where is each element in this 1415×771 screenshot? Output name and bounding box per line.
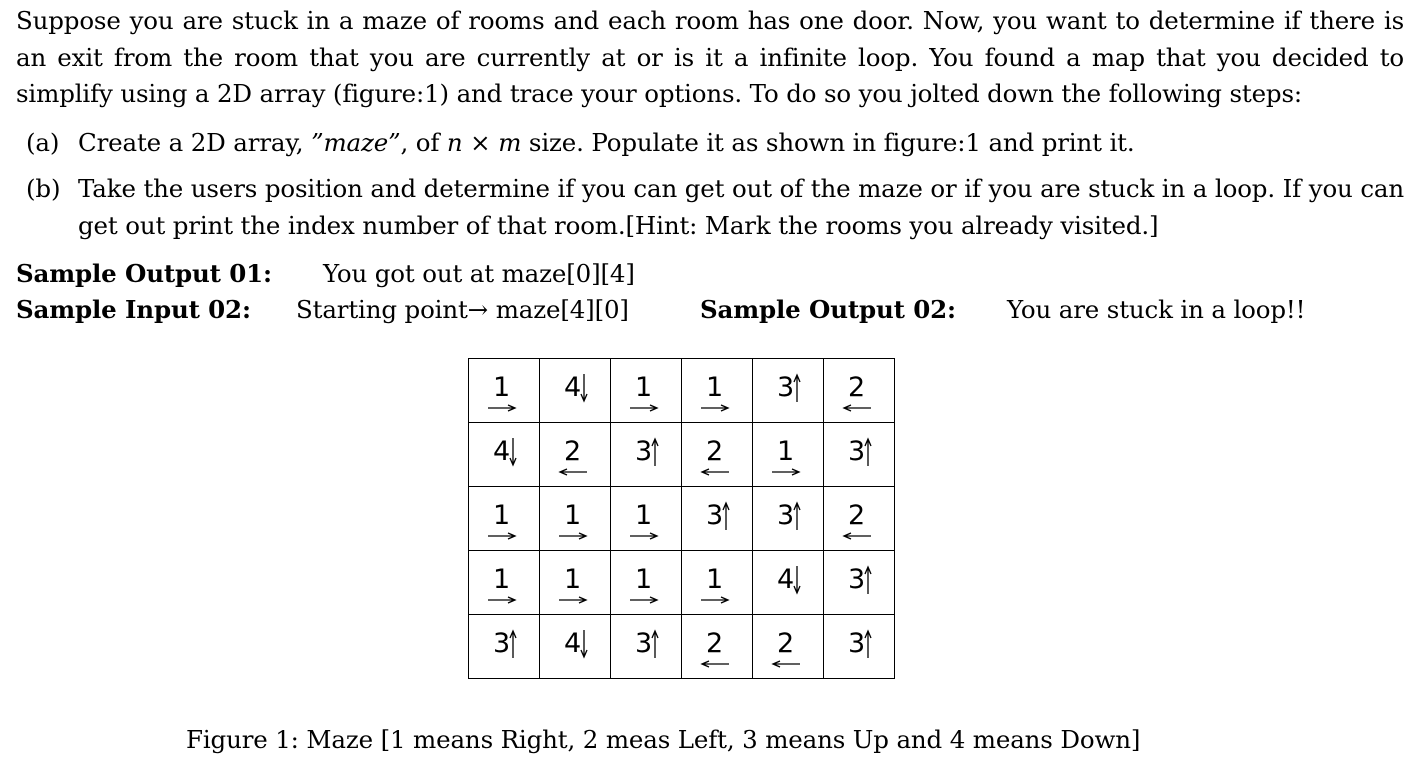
arrow-down-icon [509,437,517,467]
maze-cell [540,423,611,487]
maze-cell-value: 2 [848,372,866,403]
arrow-down-icon [580,373,588,403]
maze-cell [540,551,611,615]
maze-cell-content [682,615,752,678]
maze-cell-content [540,487,610,550]
maze-cell-content [682,423,752,486]
maze-cell-value: 4 [777,564,795,595]
maze-cell [611,615,682,679]
arrow-right-icon [487,532,517,540]
step-a-text-1: Create a 2D array, [78,128,312,157]
maze-row [469,551,895,615]
maze-cell-content [753,615,823,678]
arrow-up-icon [793,501,801,531]
maze-cell-value: 2 [848,500,866,531]
arrow-left-icon [842,404,872,412]
maze-cell [469,423,540,487]
maze-cell-value: 2 [706,436,724,467]
maze-cell [611,423,682,487]
maze-cell-value: 3 [635,628,653,659]
arrow-right-icon [771,468,801,476]
maze-cell-content [753,487,823,550]
maze-cell-content [611,487,681,550]
maze-cell-content [824,615,894,678]
maze-cell-content [824,551,894,614]
maze-cell-content [469,551,539,614]
arrow-up-icon [864,565,872,595]
maze-cell [753,423,824,487]
m-symbol: m [498,128,522,157]
maze-cell-value: 1 [493,500,511,531]
step-b [26,171,1404,244]
arrow-right-icon [700,596,730,604]
maze-cell-value: 3 [848,628,866,659]
maze-cell [611,487,682,551]
arrow-up-icon [651,629,659,659]
maze-cell-value: 3 [848,436,866,467]
arrow-right-icon [629,532,659,540]
times-symbol: × [462,128,499,157]
maze-cell-content [469,615,539,678]
sample-input-02-label: Sample Input 02: [16,295,251,324]
maze-cell-content [469,423,539,486]
arrow-up-icon [509,629,517,659]
maze-cell [469,615,540,679]
arrow-left-icon [771,660,801,668]
sample-input-02-value: Starting point→ maze[4][0] [296,295,629,324]
sample-output-01-label: Sample Output 01: [16,259,272,288]
maze-cell [540,359,611,423]
maze-cell [469,359,540,423]
sample-output-02-label: Sample Output 02: [700,295,956,324]
arrow-right-icon [558,596,588,604]
maze-cell-value: 3 [777,372,795,403]
maze-cell [611,551,682,615]
maze-cell-value: 3 [777,500,795,531]
maze-cell-value: 3 [493,628,511,659]
arrow-up-icon [793,373,801,403]
maze-cell-value: 4 [493,436,511,467]
arrow-left-icon [700,468,730,476]
maze-row [469,615,895,679]
step-a-label: (a) [26,128,60,157]
arrow-right-icon [700,404,730,412]
arrow-up-icon [864,629,872,659]
maze-cell-content [540,359,610,422]
arrow-right-icon [487,596,517,604]
maze-cell-value: 1 [493,372,511,403]
maze-cell [682,551,753,615]
arrow-left-icon [700,660,730,668]
maze-cell-value: 2 [777,628,795,659]
arrow-up-icon [864,437,872,467]
sample-02 [16,292,1306,328]
maze-cell-content [682,359,752,422]
maze-cell-value: 1 [564,564,582,595]
maze-cell-value: 1 [635,564,653,595]
maze-cell [824,551,895,615]
sample-output-02-value: You are stuck in a loop!! [1007,295,1306,324]
arrow-down-icon [793,565,801,595]
maze-cell-content [753,359,823,422]
maze-cell [682,615,753,679]
maze-cell [540,615,611,679]
arrow-right-icon [558,532,588,540]
sample-output-01 [16,256,635,292]
maze-cell-value: 2 [564,436,582,467]
step-b-text: Take the users position and determine if you can get out of the maze or if you are stuck in a loop. If you can get out print the index number of that room.[Hint: Mark the rooms you already visited.] [78,174,1404,240]
arrow-up-icon [651,437,659,467]
sample-output-01-value: You got out at maze[0][4] [323,259,635,288]
maze-cell [611,359,682,423]
maze-cell [824,615,895,679]
maze-row [469,423,895,487]
maze-cell-content [540,423,610,486]
maze-cell-content [824,359,894,422]
maze-cell-content [540,615,610,678]
maze-cell-value: 1 [635,500,653,531]
problem-intro: Suppose you are stuck in a maze of rooms and each room has one door. Now, you want to determine if there is an exit from the room that you are currently at or is it a infinite loop. You found a map that you decided to simplify using a 2D array (figure:1) and trace your options. To do so you jolted down the following steps: [16,6,1404,108]
arrow-right-icon [629,596,659,604]
maze-grid [468,358,895,679]
arrow-right-icon [629,404,659,412]
step-a-text [78,125,1404,162]
arrow-right-icon [487,404,517,412]
maze-cell-content [469,359,539,422]
maze-cell-value: 1 [706,564,724,595]
step-a [26,125,1404,162]
maze-cell-value: 4 [564,372,582,403]
maze-cell [824,359,895,423]
step-a-text-3: size. Populate it as shown in figure:1 and print it. [521,128,1135,157]
arrow-up-icon [722,501,730,531]
maze-cell [469,487,540,551]
maze-cell-content [682,487,752,550]
maze-cell-content [753,423,823,486]
arrow-left-icon [558,468,588,476]
maze-cell [753,487,824,551]
maze-cell-content [611,359,681,422]
maze-cell [540,487,611,551]
maze-cell [824,423,895,487]
maze-cell-content [824,487,894,550]
step-a-text-2: , of [400,128,447,157]
maze-cell-value: 1 [706,372,724,403]
maze-cell-value: 1 [777,436,795,467]
maze-cell-value: 2 [706,628,724,659]
maze-cell [682,487,753,551]
figure-caption: Figure 1: Maze [1 means Right, 2 meas Left, 3 means Up and 4 means Down] [186,725,1141,754]
maze-cell [824,487,895,551]
maze-cell-content [540,551,610,614]
maze-cell [753,359,824,423]
arrow-left-icon [842,532,872,540]
maze-cell [469,551,540,615]
maze-cell-content [611,551,681,614]
maze-cell [753,615,824,679]
maze-cell-content [824,423,894,486]
maze-row [469,359,895,423]
maze-cell-content [753,551,823,614]
maze-cell-value: 3 [706,500,724,531]
maze-cell-value: 1 [493,564,511,595]
maze-cell [682,359,753,423]
step-b-label: (b) [26,174,61,203]
maze-cell-content [611,423,681,486]
maze-cell-content [682,551,752,614]
maze-cell-value: 3 [848,564,866,595]
arrow-down-icon [580,629,588,659]
n-symbol: n [446,128,463,157]
maze-cell-value: 1 [564,500,582,531]
maze-cell [753,551,824,615]
maze-cell-value: 1 [635,372,653,403]
maze-cell-content [611,615,681,678]
maze-cell-value: 3 [635,436,653,467]
maze-cell-content [469,487,539,550]
maze-word: ”maze” [311,128,401,157]
maze-cell-value: 4 [564,628,582,659]
maze-cell [682,423,753,487]
maze-row [469,487,895,551]
